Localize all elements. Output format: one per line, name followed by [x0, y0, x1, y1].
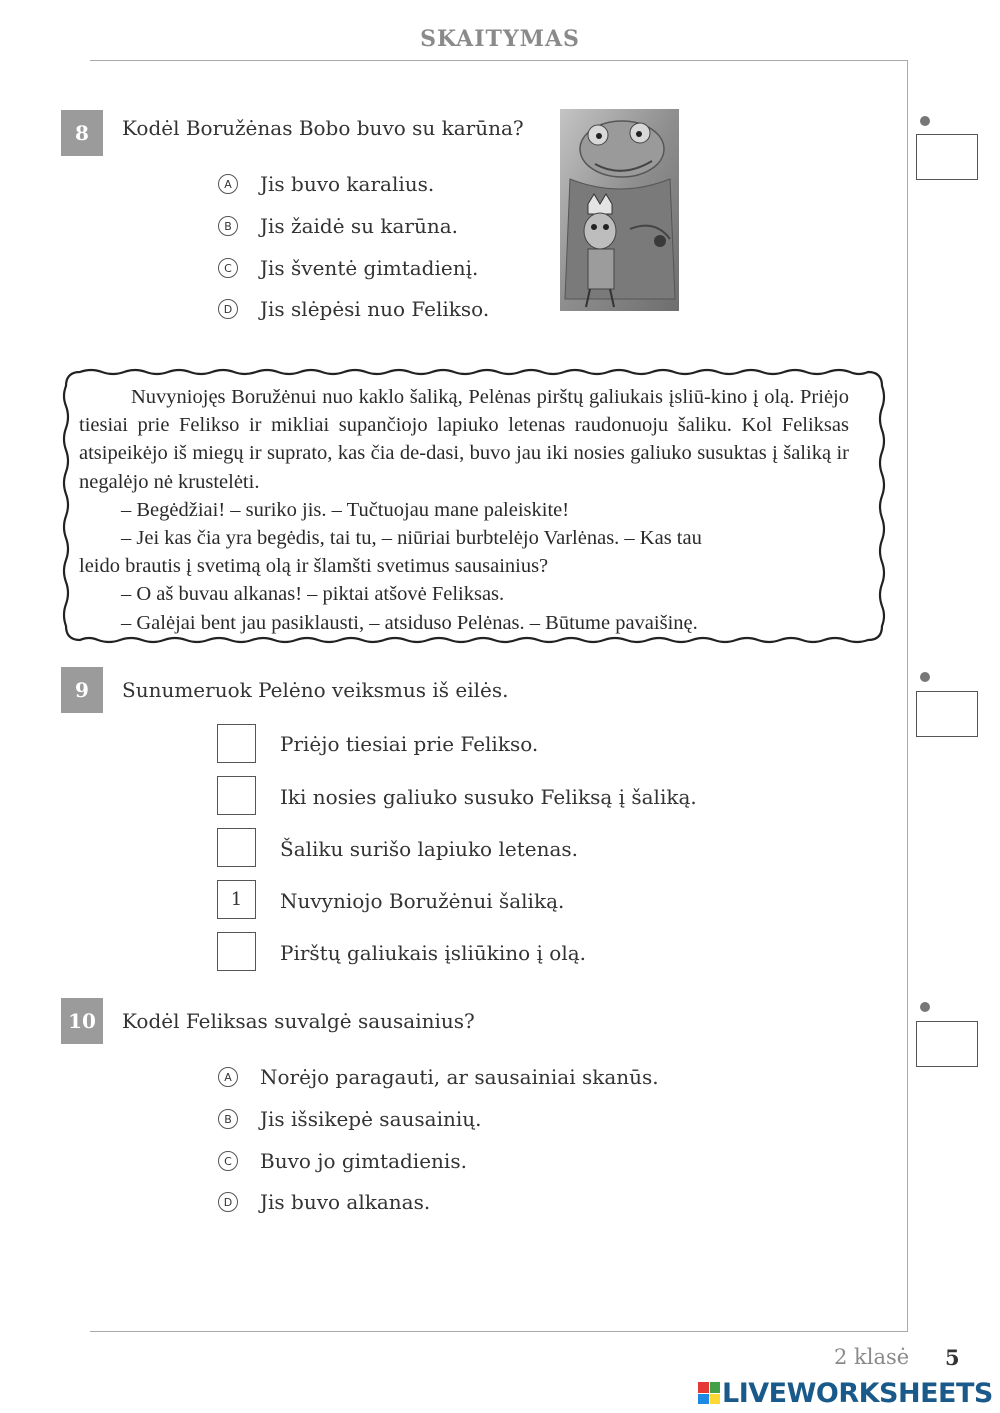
step-4-box[interactable]: 1: [217, 880, 256, 919]
option-b-circle[interactable]: B: [218, 1109, 238, 1129]
option-c-circle[interactable]: C: [218, 1151, 238, 1171]
story-dialogue-3: – O aš buvau alkanas! – piktai atšovė Feliksas.: [121, 583, 505, 606]
story-dialogue-1: – Begėdžiai! – suriko jis. – Tučtuojau mane paleiskite!: [121, 498, 570, 521]
q8-option-c[interactable]: [218, 256, 478, 280]
grade-label: 2 klasė: [834, 1345, 910, 1369]
question-10-number: 10: [61, 998, 103, 1044]
brand-text: LIVEWORKSHEETS: [722, 1377, 993, 1409]
liveworksheets-brand[interactable]: [698, 1378, 993, 1408]
q10-option-a[interactable]: [218, 1065, 659, 1089]
question-8-number: 8: [61, 110, 103, 156]
step-2-box[interactable]: [217, 776, 256, 815]
step-1-box[interactable]: [217, 724, 256, 763]
page-number: 5: [945, 1345, 960, 1370]
page-header: SKAITYMAS: [420, 26, 580, 52]
score-dot-10: [920, 1002, 930, 1012]
option-d-text: Jis slėpėsi nuo Felikso.: [260, 297, 490, 321]
q8-option-b[interactable]: [218, 214, 458, 238]
question-9-number: 9: [61, 667, 103, 713]
right-rule: [907, 60, 908, 1332]
q10-option-d[interactable]: [218, 1190, 430, 1214]
option-d-circle[interactable]: D: [218, 299, 238, 319]
score-box-9[interactable]: [916, 691, 978, 737]
option-a-circle[interactable]: A: [218, 1067, 238, 1087]
option-a-text: Jis buvo karalius.: [260, 172, 435, 196]
frog-illustration: [560, 109, 679, 311]
question-9-text: Sunumeruok Pelėno veiksmus iš eilės.: [122, 678, 509, 702]
step-2-text: Iki nosies galiuko susuko Feliksą į šaliką.: [280, 785, 697, 809]
score-box-10[interactable]: [916, 1021, 978, 1067]
top-rule: [90, 60, 908, 61]
question-8-text: Kodėl Boružėnas Bobo buvo su karūna?: [122, 116, 524, 140]
score-box-8[interactable]: [916, 134, 978, 180]
option-a-text: Norėjo paragauti, ar sausainiai skanūs.: [260, 1065, 659, 1089]
step-5-box[interactable]: [217, 932, 256, 971]
option-c-circle[interactable]: C: [218, 258, 238, 278]
score-dot-9: [920, 672, 930, 682]
score-dot-8: [920, 116, 930, 126]
step-3-text: Šaliku surišo lapiuko letenas.: [280, 837, 578, 861]
option-c-text: Buvo jo gimtadienis.: [260, 1149, 467, 1173]
option-b-text: Jis žaidė su karūna.: [260, 214, 459, 238]
story-dialogue-2b: leido brautis į svetimą olą ir šlamšti svetimus sausainius?: [79, 555, 549, 578]
step-5-text: Pirštų galiukais įsliūkino į olą.: [280, 941, 587, 965]
story-dialogue-4: – Galėjai bent jau pasiklausti, – atsiduso Pelėnas. – Būtume pavaišinę.: [121, 611, 698, 634]
step-1-text: Priėjo tiesiai prie Felikso.: [280, 732, 539, 756]
q10-option-b[interactable]: [218, 1107, 481, 1131]
question-10-text: Kodėl Feliksas suvalgė sausainius?: [122, 1009, 475, 1033]
step-3-box[interactable]: [217, 828, 256, 867]
q8-option-a[interactable]: [218, 172, 434, 196]
option-a-circle[interactable]: A: [218, 174, 238, 194]
bottom-rule: [90, 1331, 908, 1332]
brand-logo-icon: [698, 1382, 720, 1404]
story-text: [79, 383, 849, 637]
story-dialogue-2a: – Jei kas čia yra begėdis, tai tu, – niūriai burbtelėjo Varlėnas. – Kas tau: [121, 527, 702, 550]
option-b-circle[interactable]: B: [218, 216, 238, 236]
option-c-text: Jis šventė gimtadienį.: [260, 256, 479, 280]
q10-option-c[interactable]: [218, 1149, 467, 1173]
option-d-circle[interactable]: D: [218, 1192, 238, 1212]
q8-option-d[interactable]: [218, 297, 489, 321]
story-paragraph-1: Nuvyniojęs Boružėnui nuo kaklo šaliką, Pelėnas pirštų galiukais įsliū-kino į olą. Priėjo tiesiai prie Felikso ir mikliai supančiojo lapiuko letenas raudonuoju šaliku. Kol Feliksas atsipeikėjo iš miegų ir suprato, kas čia de-dasi, buvo jau iki nosies galiuko susuktas į šaliką ir negalėjo nė krustelėti.: [79, 386, 849, 493]
option-d-text: Jis buvo alkanas.: [260, 1190, 431, 1214]
option-b-text: Jis išsikepė sausainių.: [260, 1107, 482, 1131]
step-4-text: Nuvyniojo Boružėnui šaliką.: [280, 889, 565, 913]
